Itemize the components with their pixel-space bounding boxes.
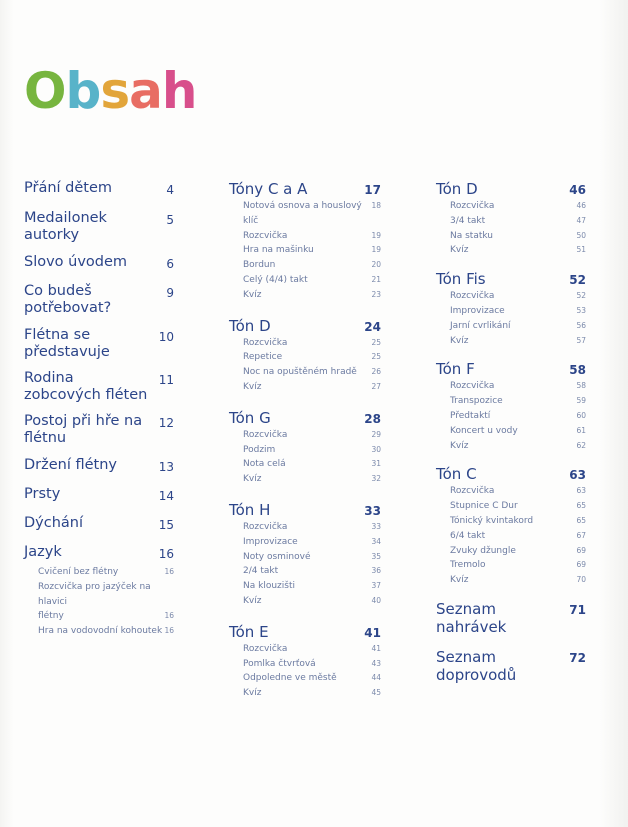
toc-section-page: 63 <box>569 468 586 483</box>
toc-subentry-label: Rozcvička <box>450 381 495 392</box>
toc-entry-label: Držení flétny <box>24 457 117 473</box>
toc-subentry-label: Rozcvička <box>243 429 288 440</box>
toc-subentry[interactable] <box>436 334 586 349</box>
toc-subentry-label: Tónický kvintakord <box>450 515 534 526</box>
toc-section-page: 24 <box>364 319 381 334</box>
toc-subentry-page: 56 <box>576 320 586 330</box>
toc-subentry[interactable] <box>229 365 381 380</box>
toc-subentry-label: Kvíz <box>243 289 262 300</box>
toc-subentry-page: 47 <box>576 215 586 225</box>
toc-subentry-page: 51 <box>576 245 586 255</box>
toc-subentry-page: 57 <box>576 335 586 345</box>
toc-subentry-label: Kvíz <box>450 335 469 346</box>
toc-subentry-label: Improvizace <box>243 536 298 547</box>
toc-section <box>229 317 381 395</box>
toc-subentry-page: 36 <box>371 566 381 576</box>
toc-entry-label: Slovo úvodem <box>24 254 128 270</box>
toc-section-title: Tón H <box>229 500 271 519</box>
toc-subentry-label: Hra na vodovodní kohoutek <box>38 626 163 637</box>
toc-subentry-page: 50 <box>576 230 586 240</box>
toc-subentry[interactable] <box>436 484 586 499</box>
toc-section-page: 33 <box>364 503 381 518</box>
toc-subentry-label: Rozcvička <box>243 230 288 241</box>
toc-subentry[interactable] <box>229 288 381 303</box>
toc-subentry-page: 44 <box>371 673 381 683</box>
toc-subentry-label: Kvíz <box>450 575 469 586</box>
toc-subentry-page: 52 <box>576 291 586 301</box>
toc-section-heading[interactable] <box>436 600 586 636</box>
toc-section-heading[interactable] <box>436 465 586 484</box>
toc-subentry-label: Cvičení bez flétny <box>38 567 119 577</box>
toc-section-title: Tón Fis <box>436 270 486 289</box>
toc-subentry-page: 16 <box>164 611 174 621</box>
toc-subentry[interactable] <box>229 579 381 594</box>
toc-subentry[interactable] <box>436 544 586 559</box>
toc-entry[interactable] <box>24 515 174 534</box>
toc-subentry[interactable] <box>229 671 381 686</box>
toc-subentry-label: 6/4 takt <box>450 530 486 541</box>
toc-entry-page: 13 <box>158 460 174 474</box>
toc-entry-label: Medailonek autorky <box>24 210 107 243</box>
toc-subentry-page: 16 <box>164 626 174 636</box>
toc-entry[interactable] <box>24 544 174 563</box>
toc-entry-page: 12 <box>158 416 174 430</box>
toc-entry-page: 14 <box>158 489 174 503</box>
toc-section <box>436 600 586 636</box>
toc-section-page: 41 <box>364 625 381 640</box>
toc-section-page: 52 <box>569 273 586 288</box>
toc-subentry-page: 59 <box>576 396 586 406</box>
toc-subentry[interactable] <box>436 573 586 588</box>
toc-subentry-label: Kvíz <box>450 440 469 451</box>
toc-subentry-list <box>24 565 174 639</box>
toc-subentry[interactable] <box>436 229 586 244</box>
toc-subentry-page: 26 <box>371 367 381 377</box>
toc-entry-label: Postoj při hře na flétnu <box>24 413 143 446</box>
toc-column-3 <box>436 180 586 684</box>
toc-subentry-page: 70 <box>576 575 586 585</box>
toc-subentry[interactable] <box>229 336 381 351</box>
toc-subentry-label: Rozcvička <box>243 337 288 348</box>
toc-subentry[interactable] <box>229 273 381 288</box>
toc-subentry[interactable] <box>436 243 586 258</box>
toc-subentry[interactable] <box>436 394 586 409</box>
toc-section-title: Tón D <box>436 180 478 198</box>
toc-subentry-page: 65 <box>576 515 586 525</box>
toc-section-page: 28 <box>364 411 381 426</box>
toc-section-page: 71 <box>569 602 586 617</box>
toc-subentry-page: 67 <box>576 530 586 540</box>
toc-section <box>229 623 381 701</box>
toc-section-heading[interactable] <box>436 648 586 684</box>
toc-section-page: 46 <box>569 183 586 197</box>
toc-subentry[interactable] <box>436 379 586 394</box>
toc-entry-label: Prsty <box>24 486 61 502</box>
toc-entry[interactable] <box>24 254 174 273</box>
toc-section-heading[interactable] <box>436 270 586 289</box>
toc-subentry-page: 25 <box>371 352 381 362</box>
toc-subentry[interactable] <box>436 514 586 529</box>
toc-entry-label: Jazyk <box>24 544 62 560</box>
toc-subentry-label: Koncert u vody <box>450 425 518 436</box>
toc-subentry-page: 43 <box>371 658 381 668</box>
toc-subentry[interactable] <box>436 439 586 454</box>
toc-subentry-page: 69 <box>576 560 586 570</box>
toc-subentry[interactable] <box>436 319 586 334</box>
toc-section-page: 17 <box>364 183 381 197</box>
toc-subentry-label: Kvíz <box>243 474 262 485</box>
toc-subentry-label: Nota celá <box>243 459 286 470</box>
toc-subentry-page: 18 <box>371 201 381 210</box>
toc-subentry-label: Předtaktí <box>450 410 491 421</box>
toc-subentry-label: Rozcvička <box>243 521 288 532</box>
toc-subentry[interactable] <box>436 304 586 319</box>
toc-subentry-page: 69 <box>576 545 586 555</box>
toc-section-title: Seznam doprovodů <box>436 647 517 684</box>
toc-subentry-label: Na klouzišti <box>243 581 295 592</box>
toc-section-title: Tón F <box>436 360 475 379</box>
toc-section <box>436 465 586 588</box>
toc-section-heading[interactable] <box>229 501 381 520</box>
toc-subentry-label: Rozcvička <box>243 643 288 654</box>
title-letter: h <box>161 62 197 120</box>
toc-subentry-page: 34 <box>371 536 381 546</box>
toc-entry-label: Dýchání <box>24 515 84 531</box>
toc-entry-page: 6 <box>166 257 174 271</box>
toc-subentry[interactable] <box>436 199 586 214</box>
toc-section <box>436 648 586 684</box>
toc-subentry-page: 58 <box>576 381 586 391</box>
toc-entry-page: 11 <box>158 373 174 387</box>
toc-subentry[interactable] <box>229 472 381 487</box>
toc-subentry-label: Improvizace <box>450 305 505 316</box>
toc-subentry[interactable] <box>229 642 381 657</box>
title-letter: a <box>129 62 162 120</box>
toc-subentry-label: Rozcvička pro jazýček na hlavici <box>38 581 151 607</box>
toc-subentry-page: 33 <box>371 521 381 531</box>
toc-section-heading[interactable] <box>229 409 381 428</box>
toc-subentry-label: Tremolo <box>450 560 486 571</box>
toc-subentry-page: 16 <box>164 567 174 576</box>
toc-entry[interactable] <box>24 327 174 361</box>
toc-section-heading[interactable] <box>229 180 381 199</box>
toc-subentry[interactable] <box>436 424 586 439</box>
toc-subentry-page: 53 <box>576 305 586 315</box>
toc-section-title: Tón G <box>229 408 271 427</box>
toc-subentry[interactable] <box>436 529 586 544</box>
toc-entry-page: 4 <box>166 183 174 197</box>
toc-section-title: Tón E <box>229 622 269 641</box>
toc-entry-page: 15 <box>158 518 174 532</box>
toc-subentry-page: 46 <box>576 201 586 210</box>
toc-subentry-label: Podzim <box>243 444 276 455</box>
toc-subentry-label: Kvíz <box>450 245 469 256</box>
toc-subentry-label: Rozcvička <box>450 201 495 211</box>
toc-section-page: 58 <box>569 363 586 378</box>
toc-subentry[interactable] <box>229 686 381 701</box>
toc-subentry-page: 61 <box>576 425 586 435</box>
toc-subentry-label: Stupnice C Dur <box>450 501 518 512</box>
toc-subentry-label: Repetice <box>243 352 283 363</box>
toc-subentry-page: 29 <box>371 429 381 439</box>
toc-subentry[interactable] <box>229 443 381 458</box>
toc-subentry-label: Rozcvička <box>450 291 495 302</box>
toc-section-heading[interactable] <box>229 317 381 336</box>
toc-subentry-label: Celý (4/4) takt <box>243 274 308 285</box>
toc-section-title: Tón C <box>436 465 477 484</box>
toc-subentry[interactable] <box>24 624 174 639</box>
toc-subentry[interactable] <box>436 499 586 514</box>
toc-section-title: Seznam nahrávek <box>436 599 507 636</box>
toc-subentry-page: 20 <box>371 260 381 270</box>
toc-section-page: 72 <box>569 650 586 665</box>
toc-subentry-label: flétny <box>38 611 64 622</box>
toc-subentry-label: Pomlka čtvrťová <box>243 658 316 669</box>
toc-entry-page: 10 <box>158 330 174 344</box>
toc-section <box>229 409 381 487</box>
toc-section <box>229 501 381 609</box>
toc-subentry-label: Noty osminové <box>243 551 311 562</box>
toc-subentry-page: 23 <box>371 289 381 299</box>
toc-subentry[interactable] <box>229 380 381 395</box>
toc-subentry-label: Na statku <box>450 230 494 241</box>
toc-subentry[interactable] <box>229 550 381 565</box>
toc-entry[interactable] <box>24 283 174 317</box>
toc-subentry[interactable] <box>229 457 381 472</box>
toc-subentry-page: 31 <box>371 459 381 469</box>
toc-subentry[interactable] <box>229 350 381 365</box>
toc-entry[interactable] <box>24 486 174 505</box>
toc-subentry-page: 60 <box>576 410 586 420</box>
toc-subentry-page: 65 <box>576 501 586 511</box>
toc-subentry-label: Noc na opuštěném hradě <box>243 367 357 378</box>
toc-subentry-page: 27 <box>371 381 381 391</box>
toc-entry[interactable] <box>24 210 174 244</box>
toc-subentry-label: Kvíz <box>243 688 262 699</box>
toc-subentry[interactable] <box>24 565 174 580</box>
toc-subentry-page: 37 <box>371 581 381 591</box>
toc-subentry-page: 30 <box>371 444 381 454</box>
toc-subentry-label: 2/4 takt <box>243 566 279 577</box>
toc-entry[interactable] <box>24 457 174 476</box>
toc-subentry-page: 35 <box>371 551 381 561</box>
toc-subentry-label: Jarní cvrlikání <box>450 320 511 331</box>
toc-subentry-page: 62 <box>576 440 586 450</box>
toc-subentry[interactable] <box>436 214 586 229</box>
toc-column-2 <box>229 180 381 701</box>
toc-subentry-page: 25 <box>371 337 381 347</box>
toc-subentry[interactable] <box>229 520 381 535</box>
toc-subentry[interactable] <box>229 657 381 672</box>
title-letter: b <box>65 62 101 120</box>
toc-section-heading[interactable] <box>229 623 381 642</box>
toc-section <box>436 270 586 348</box>
toc-subentry-label: Rozcvička <box>450 486 495 497</box>
toc-subentry-label: Bordun <box>243 260 276 271</box>
toc-entry-page: 5 <box>166 213 174 227</box>
title-letter: s <box>100 62 130 120</box>
toc-section-title: Tón D <box>229 316 271 335</box>
toc-subentry[interactable] <box>229 535 381 550</box>
toc-subentry-page: 19 <box>371 230 381 240</box>
toc-section-heading[interactable] <box>436 180 586 199</box>
toc-subentry[interactable] <box>229 199 381 229</box>
toc-subentry-page: 21 <box>371 274 381 284</box>
toc-entry-label: Co budeš potřebovat? <box>24 283 112 316</box>
toc-subentry[interactable] <box>229 594 381 609</box>
toc-subentry-label: Odpoledne ve městě <box>243 673 337 684</box>
toc-subentry-label: 3/4 takt <box>450 215 486 226</box>
toc-entry[interactable] <box>24 180 174 199</box>
toc-subentry-page: 41 <box>371 643 381 653</box>
toc-subentry[interactable] <box>436 289 586 304</box>
toc-entry-label: Flétna se představuje <box>24 327 110 360</box>
toc-subentry-label: Zvuky džungle <box>450 545 516 556</box>
page-title <box>24 62 197 120</box>
title-letter: O <box>24 62 66 120</box>
toc-subentry[interactable] <box>436 558 586 573</box>
toc-entry-page: 16 <box>158 547 174 561</box>
toc-subentry-label: Kvíz <box>243 381 262 392</box>
toc-subentry-page: 63 <box>576 486 586 496</box>
toc-section <box>436 360 586 453</box>
toc-section-heading[interactable] <box>436 360 586 379</box>
toc-column-1 <box>24 180 174 639</box>
toc-entry-label: Přání dětem <box>24 180 113 196</box>
toc-subentry-label: Notová osnova a houslový klíč <box>243 201 362 226</box>
toc-subentry[interactable] <box>229 243 381 258</box>
toc-entry-page: 9 <box>166 286 174 300</box>
toc-subentry[interactable] <box>229 229 381 244</box>
toc-entry-label: Rodina zobcových fléten <box>24 370 148 403</box>
toc-subentry-label: Kvíz <box>243 595 262 606</box>
toc-subentry-page: 45 <box>371 688 381 698</box>
toc-subentry[interactable] <box>229 564 381 579</box>
toc-section <box>436 180 586 258</box>
toc-entry[interactable] <box>24 370 174 404</box>
toc-subentry[interactable] <box>436 409 586 424</box>
toc-subentry-page: 40 <box>371 595 381 605</box>
toc-subentry-label: Hra na mašinku <box>243 245 314 256</box>
toc-subentry[interactable] <box>24 580 174 610</box>
toc-subentry-label: Transpozice <box>450 396 503 407</box>
toc-subentry-page: 19 <box>371 245 381 255</box>
toc-subentry[interactable] <box>229 428 381 443</box>
toc-subentry-page: 32 <box>371 474 381 484</box>
toc-subentry[interactable] <box>229 258 381 273</box>
toc-section <box>229 180 381 303</box>
toc-subentry[interactable] <box>24 609 174 624</box>
toc-section-title: Tóny C a A <box>229 180 308 198</box>
toc-entry[interactable] <box>24 413 174 447</box>
